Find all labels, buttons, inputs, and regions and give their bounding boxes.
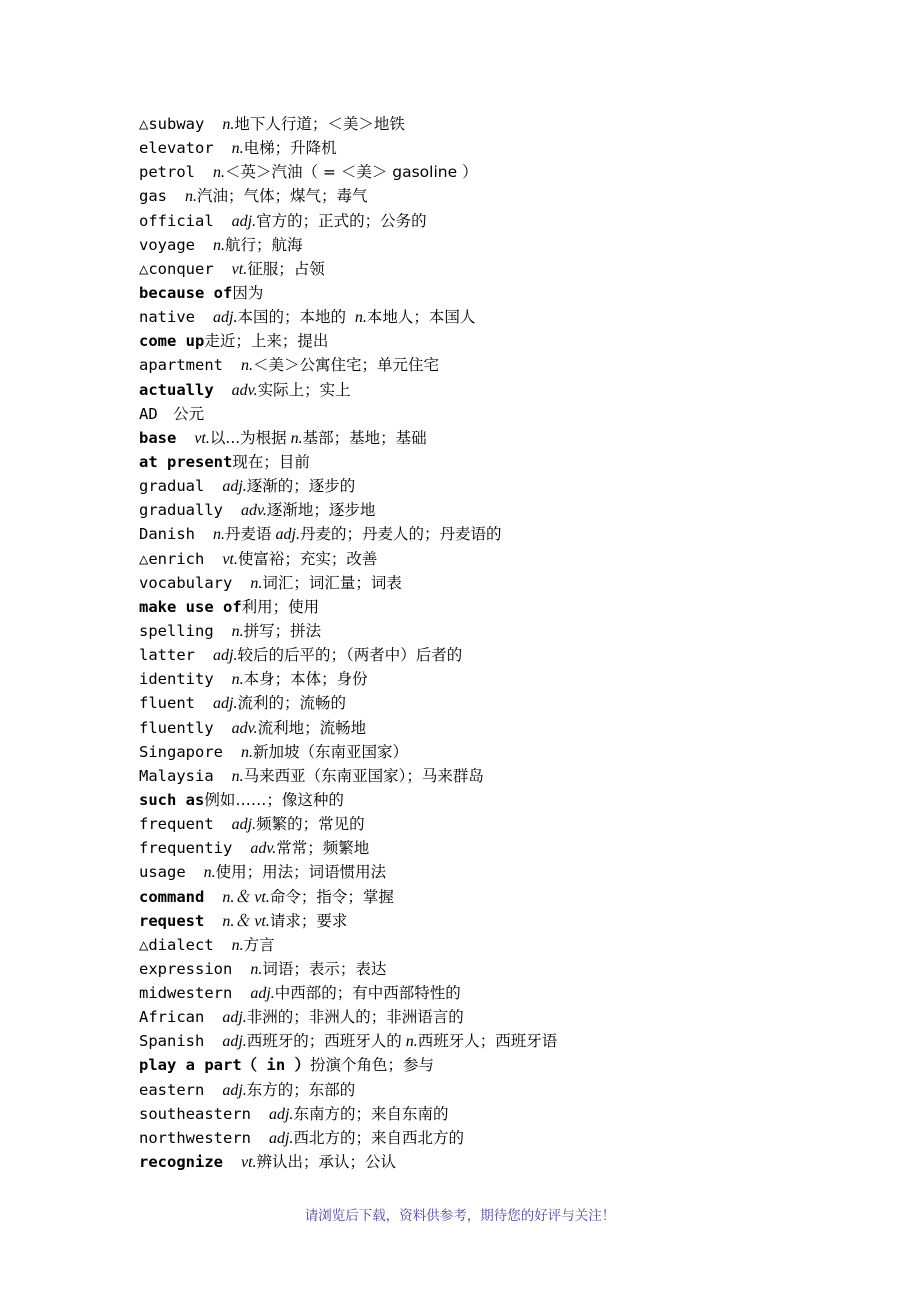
vocab-entry bbox=[139, 136, 859, 160]
part-of-speech: n. bbox=[241, 357, 253, 375]
definition: 马来西亚（东南亚国家）；马来群岛 bbox=[243, 766, 484, 785]
vocab-word: base bbox=[139, 428, 177, 447]
vocab-entry bbox=[139, 233, 859, 257]
part-of-speech: n. bbox=[231, 140, 244, 158]
vocab-word: frequentiy bbox=[139, 839, 233, 858]
vocab-word: play a part（ in ） bbox=[139, 1056, 310, 1075]
vocab-word: at present bbox=[139, 452, 233, 471]
vocab-word: command bbox=[139, 887, 205, 906]
definition: 逐渐的；逐步的 bbox=[246, 477, 356, 496]
definition: 地下人行道；＜美＞地铁 bbox=[234, 115, 405, 133]
vocab-entry bbox=[139, 909, 859, 933]
definition: 东南方的；来自东南的 bbox=[293, 1104, 449, 1123]
vocab-word: midwestern bbox=[139, 984, 233, 1003]
definition: 利用；使用 bbox=[241, 597, 320, 616]
definition: 官方的；正式的；公务的 bbox=[256, 211, 427, 230]
part-of-speech: adj. bbox=[213, 309, 238, 327]
part-of-speech: adv. bbox=[250, 840, 277, 858]
vocab-word: expression bbox=[139, 959, 233, 978]
definition: 逐渐地；逐步地 bbox=[266, 501, 376, 520]
vocab-entry bbox=[139, 740, 859, 764]
vocab-entry bbox=[139, 257, 859, 281]
vocab-entry bbox=[139, 1053, 859, 1077]
vocab-word: recognize bbox=[139, 1153, 223, 1172]
part-of-speech: vt. bbox=[241, 1154, 257, 1172]
definition: 扮演个角色；参与 bbox=[309, 1056, 434, 1075]
part-of-speech: n. bbox=[213, 236, 225, 254]
vocab-word: △subway bbox=[139, 115, 205, 133]
vocab-entry bbox=[139, 571, 859, 595]
vocab-word: such as bbox=[139, 790, 205, 809]
definition: 流利的；流畅的 bbox=[237, 694, 346, 713]
vocab-word: latter bbox=[139, 646, 195, 665]
definition: 拼写；拼法 bbox=[243, 621, 322, 640]
vocab-entry bbox=[139, 329, 859, 353]
part-of-speech: n. bbox=[213, 164, 225, 182]
vocabulary-list bbox=[139, 112, 859, 1174]
vocab-entry bbox=[139, 426, 859, 450]
definition: 走近；上来；提出 bbox=[204, 332, 329, 351]
part-of-speech: adj. bbox=[250, 985, 275, 1003]
vocab-word: southeastern bbox=[139, 1104, 251, 1123]
part-of-speech: adv. bbox=[231, 381, 258, 399]
vocab-entry bbox=[139, 353, 859, 377]
vocab-word: come up bbox=[139, 332, 205, 351]
part-of-speech: n. bbox=[241, 743, 253, 761]
vocab-entry bbox=[139, 1126, 859, 1150]
vocab-entry bbox=[139, 522, 859, 546]
definition: 请求；要求 bbox=[269, 911, 348, 930]
vocab-word: northwestern bbox=[139, 1128, 251, 1147]
vocab-entry bbox=[139, 667, 859, 691]
vocab-word: gas bbox=[139, 187, 167, 206]
part-of-speech: n. bbox=[231, 622, 244, 640]
part-of-speech: n. bbox=[231, 936, 244, 954]
footer-note: 请浏览后下载，资料供参考，期待您的好评与关注！ bbox=[304, 1208, 616, 1224]
part-of-speech: adj. bbox=[231, 212, 257, 230]
definition: 非洲的；非洲人的；非洲语言的 bbox=[246, 1008, 464, 1027]
definition: 本身；本体；身份 bbox=[243, 670, 368, 689]
vocab-word: AD bbox=[139, 404, 158, 423]
vocab-word: African bbox=[139, 1008, 205, 1027]
vocab-entry bbox=[139, 160, 859, 184]
vocab-entry bbox=[139, 716, 859, 740]
part-of-speech: adj. bbox=[268, 1105, 294, 1123]
vocab-word: vocabulary bbox=[139, 573, 233, 592]
vocab-entry bbox=[139, 209, 859, 233]
part-of-speech: adj. bbox=[222, 1081, 247, 1099]
vocab-word: fluently bbox=[139, 718, 214, 737]
part-of-speech: adj. bbox=[222, 1009, 247, 1027]
definition: 命令；指令；掌握 bbox=[269, 887, 394, 906]
part-of-speech-secondary: n. bbox=[290, 429, 303, 447]
vocab-entry bbox=[139, 836, 859, 860]
definition-secondary: 本地人；本国人 bbox=[366, 308, 476, 327]
definition: 方言 bbox=[243, 935, 275, 954]
vocab-word: gradual bbox=[139, 477, 205, 496]
vocab-entry bbox=[139, 1029, 859, 1053]
vocab-word: official bbox=[139, 211, 214, 230]
definition: 使用；用法；词语惯用法 bbox=[215, 863, 387, 882]
vocab-entry bbox=[139, 378, 859, 402]
vocab-word: identity bbox=[139, 670, 214, 689]
vocab-entry bbox=[139, 788, 859, 812]
definition: 丹麦语 bbox=[225, 525, 272, 544]
part-of-speech: n.＆ vt. bbox=[222, 888, 270, 906]
vocab-entry bbox=[139, 885, 859, 909]
vocab-entry bbox=[139, 112, 859, 136]
vocab-word: native bbox=[139, 308, 195, 327]
part-of-speech: n. bbox=[213, 526, 225, 544]
vocab-entry bbox=[139, 498, 859, 522]
part-of-speech: adj. bbox=[213, 695, 238, 713]
vocab-entry bbox=[139, 281, 859, 305]
part-of-speech: vt. bbox=[222, 550, 238, 568]
vocab-entry bbox=[139, 957, 859, 981]
vocab-word: frequent bbox=[139, 815, 214, 834]
vocab-word: Malaysia bbox=[139, 766, 214, 785]
part-of-speech: adj. bbox=[213, 647, 238, 665]
part-of-speech: n. bbox=[250, 574, 263, 592]
vocab-entry bbox=[139, 764, 859, 788]
part-of-speech: adj. bbox=[222, 1033, 247, 1051]
part-of-speech: adj. bbox=[231, 816, 257, 834]
vocab-word: Danish bbox=[139, 525, 195, 544]
definition: 因为 bbox=[232, 283, 264, 302]
part-of-speech: n. bbox=[185, 188, 197, 206]
definition: 流利地；流畅地 bbox=[257, 718, 367, 737]
definition: 西班牙的；西班牙人的 bbox=[246, 1032, 402, 1051]
definition: ＜美＞公寓住宅；单元住宅 bbox=[253, 356, 440, 375]
definition-secondary: 西班牙人；西班牙语 bbox=[417, 1032, 558, 1051]
vocab-entry bbox=[139, 1005, 859, 1029]
vocab-word: elevator bbox=[139, 139, 214, 158]
vocab-word: gradually bbox=[139, 501, 223, 520]
part-of-speech: adv. bbox=[231, 719, 258, 737]
vocab-entry bbox=[139, 595, 859, 619]
vocab-word: apartment bbox=[139, 356, 223, 375]
part-of-speech: adj. bbox=[222, 478, 247, 496]
vocab-entry bbox=[139, 305, 859, 329]
vocab-word: because of bbox=[139, 283, 233, 302]
vocab-word: petrol bbox=[139, 163, 195, 182]
vocab-word: request bbox=[139, 911, 205, 930]
part-of-speech: n. bbox=[231, 767, 244, 785]
definition-secondary: 基部；基地；基础 bbox=[302, 428, 427, 447]
definition: 本国的；本地的 bbox=[237, 308, 351, 327]
vocab-entry bbox=[139, 643, 859, 667]
part-of-speech: n.＆ vt. bbox=[222, 912, 270, 930]
vocab-entry bbox=[139, 1150, 859, 1174]
vocab-word: actually bbox=[139, 380, 214, 399]
part-of-speech: vt. bbox=[231, 260, 248, 278]
definition: 中西部的；有中西部特性的 bbox=[274, 984, 461, 1003]
part-of-speech: adj. bbox=[268, 1129, 294, 1147]
definition: 西北方的；来自西北方的 bbox=[293, 1128, 464, 1147]
part-of-speech: n. bbox=[203, 864, 216, 882]
definition: 新加坡（东南亚国家） bbox=[253, 742, 409, 761]
part-of-speech-secondary: adj. bbox=[275, 526, 300, 544]
vocab-word: △enrich bbox=[139, 549, 205, 568]
vocab-entry bbox=[139, 1102, 859, 1126]
vocab-word: △dialect bbox=[139, 935, 214, 954]
definition: 汽油；气体；煤气；毒气 bbox=[197, 187, 368, 206]
definition: 较后的后平的；（两者中）后者的 bbox=[237, 646, 463, 665]
vocab-entry bbox=[139, 402, 859, 426]
definition: 现在；目前 bbox=[232, 452, 310, 471]
vocab-entry bbox=[139, 860, 859, 884]
definition-secondary: 丹麦的；丹麦人的；丹麦语的 bbox=[299, 525, 502, 544]
vocab-word: Singapore bbox=[139, 742, 223, 761]
part-of-speech: n. bbox=[222, 116, 235, 133]
part-of-speech: adv. bbox=[241, 502, 267, 520]
vocab-word: fluent bbox=[139, 694, 195, 713]
vocab-word: △conquer bbox=[139, 259, 214, 278]
definition: 辨认出；承认；公认 bbox=[256, 1153, 397, 1172]
definition: 电梯；升降机 bbox=[243, 139, 337, 158]
definition: 航行；航海 bbox=[225, 235, 303, 254]
vocab-entry bbox=[139, 691, 859, 715]
vocab-word: spelling bbox=[139, 621, 214, 640]
vocab-entry bbox=[139, 184, 859, 208]
part-of-speech: vt. bbox=[194, 429, 210, 447]
part-of-speech-secondary: n. bbox=[354, 309, 367, 327]
vocab-word: eastern bbox=[139, 1080, 205, 1099]
definition: 使富裕；充实；改善 bbox=[237, 549, 378, 568]
vocab-entry bbox=[139, 450, 859, 474]
part-of-speech: n. bbox=[231, 671, 244, 689]
vocab-entry bbox=[139, 547, 859, 571]
vocab-entry bbox=[139, 619, 859, 643]
part-of-speech: n. bbox=[250, 960, 263, 978]
definition: 词汇；词汇量；词表 bbox=[262, 573, 402, 592]
vocab-word: voyage bbox=[139, 235, 195, 254]
definition: 实际上；实上 bbox=[257, 380, 351, 399]
definition: ＜英＞汽油（ = ＜美＞ gasoline ） bbox=[225, 163, 478, 182]
definition: 以...为根据 bbox=[209, 428, 287, 447]
definition: 词语；表示；表达 bbox=[262, 959, 387, 978]
definition: 征服；占领 bbox=[247, 259, 325, 278]
vocab-entry bbox=[139, 981, 859, 1005]
part-of-speech-secondary: n. bbox=[405, 1033, 418, 1051]
vocab-entry bbox=[139, 933, 859, 957]
vocab-entry bbox=[139, 1078, 859, 1102]
vocab-word: make use of bbox=[139, 597, 242, 616]
vocab-entry bbox=[139, 474, 859, 498]
vocab-entry bbox=[139, 812, 859, 836]
definition: 频繁的；常见的 bbox=[256, 815, 365, 834]
definition: 东方的；东部的 bbox=[246, 1080, 356, 1099]
vocab-word: usage bbox=[139, 863, 186, 882]
definition: 公元 bbox=[157, 404, 205, 423]
definition: 常常；频繁地 bbox=[276, 839, 370, 858]
definition: 例如……；像这种的 bbox=[204, 790, 344, 809]
vocab-word: Spanish bbox=[139, 1032, 205, 1051]
